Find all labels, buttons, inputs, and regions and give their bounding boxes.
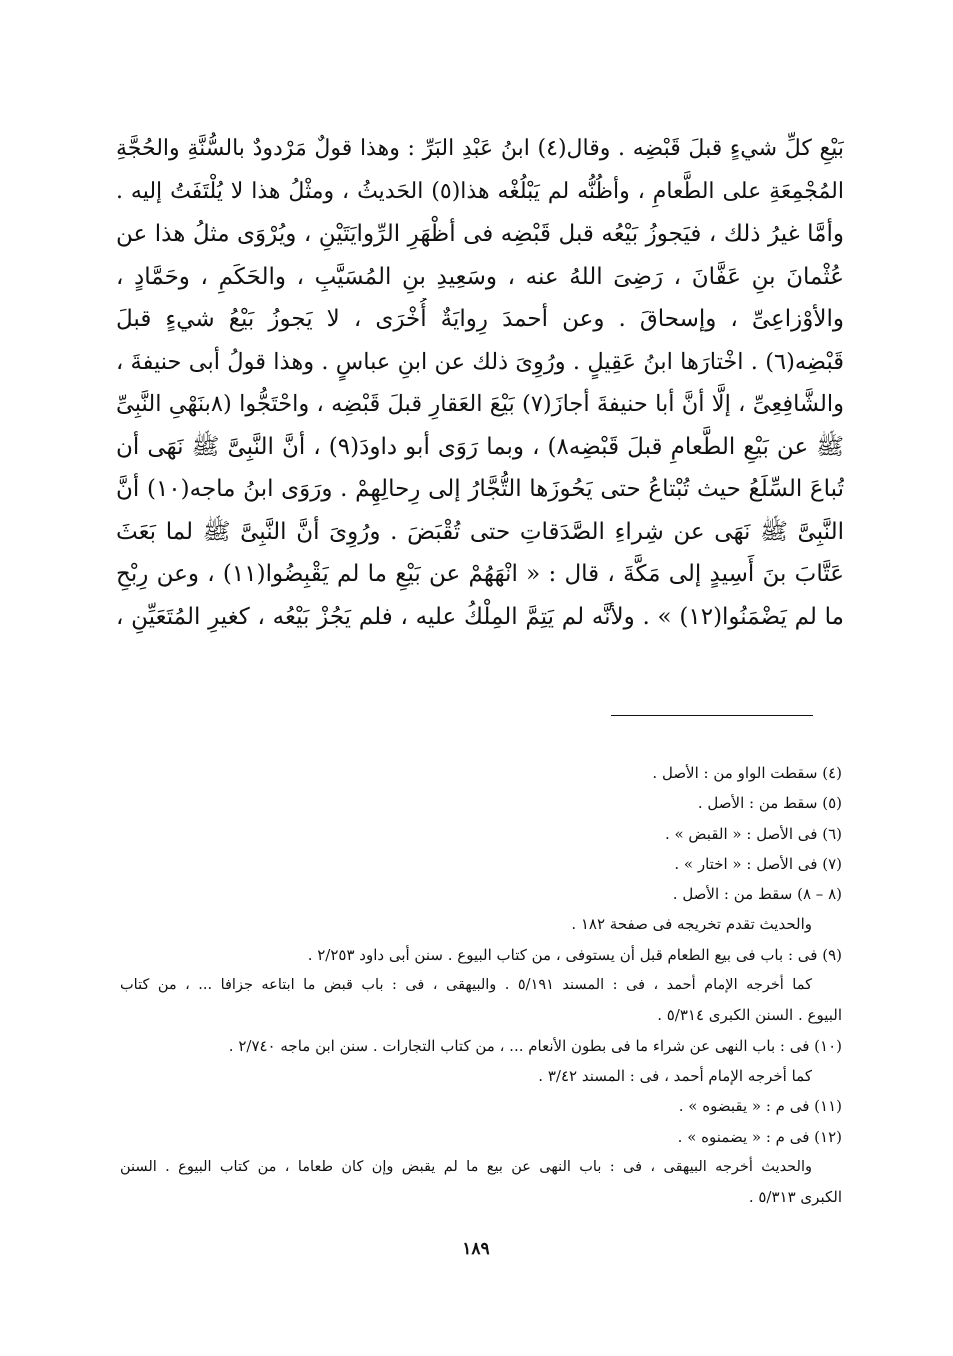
footnote-separator <box>611 715 813 716</box>
footnote-line: (٦) فى الأصل : « القبض » . <box>664 824 842 843</box>
main-text-block <box>116 128 844 638</box>
footnote-line: (٨ – ٨) سقط من : الأصل . <box>672 885 842 904</box>
main-text-line: عُثْمانَ بنِ عَفَّانَ ، رَضِىَ اللهُ عنه ، وسَعِيدِ بنِ المُسَيَّبِ ، والحَكَمِ ، وحَمَّادٍ ، <box>116 263 844 290</box>
main-text-line: المُجْمِعَةِ على الطَّعامِ ، وأظُنُّه لم يَبْلُغْه هذا(٥) الحَديثُ ، ومثْلُ هذا لا يُلْتَفَتُ إليه . <box>116 178 844 204</box>
footnote-line: كما أخرجه الإمام أحمد ، فى : المسند ٣/٤٢ . <box>538 1066 812 1085</box>
main-text-line: النَّبِىَّ ﷺ نَهَى عن شِراءِ الصَّدَقاتِ حتى تُقْبَضَ . ورُوِىَ أنَّ النَّبِىَّ ﷺ لما بَعَثَ <box>116 518 844 545</box>
main-text-line: ما لم يَضْمَنُوا(١٢) » . ولأنَّه لم يَتِمَّ المِلْكُ عليه ، فلم يَجُزْ بَيْعُه ، كغيرِ المُتَعَيِّنِ ، <box>116 603 844 630</box>
footnote-line: (٥) سقط من : الأصل . <box>697 794 842 813</box>
main-text-line: والشَّافِعِىِّ ، إلَّا أنَّ أبا حنيفةَ أجازَ(٧) بَيْعَ العَقارِ قبلَ قَبْضِه ، واحْتَجُّوا (٨بنَهْىِ النَّبِىِّ <box>116 391 844 417</box>
footnote-line: كما أخرجه الإمام أحمد ، فى : المسند ٥/١٩١ . والبيهقى ، فى : باب قبض ما ابتاعه جزافا ... ، من كتاب <box>120 977 813 994</box>
main-text-line: ﷺ عن بَيْعِ الطَّعامِ قبلَ قَبْضِه٨) ، وبما رَوَى أبو داودَ(٩) ، أنَّ النَّبِىَّ ﷺ نَهَى أن <box>116 433 844 460</box>
main-text-line: وأمَّا غيرُ ذلك ، فيَجوزُ بَيْعُه قبل قَبْضِه فى أظْهَرِ الرِّوايَتَيْنِ ، ويُرْوَى مثلُ هذا عن <box>116 221 844 247</box>
page-number: ١٨٩ <box>462 1239 490 1259</box>
footnote-line: (١١) فى م : « يقبضوه » . <box>678 1097 842 1116</box>
footnote-line: والحديث أخرجه البيهقى ، فى : باب النهى عن بيع ما لم يقبض وإن كان طعاما ، من كتاب البيوع . السنن <box>120 1158 812 1175</box>
footnotes-block <box>120 758 842 1212</box>
main-text-line: تُباعَ السِّلَعُ حيث تُبْتاعُ حتى يَحُوزَها التُّجَّارُ إلى رِحالِهِمْ . ورَوَى ابنُ ماجه(١٠) أنَّ <box>116 476 844 502</box>
main-text-line: قَبْضِه(٦) . اخْتارَها ابنُ عَقِيلٍ . ورُوِىَ ذلك عن ابنِ عباسٍ . وهذا قولُ أبى حنيفةَ ، <box>116 348 844 375</box>
main-text-line: بَيْعِ كلِّ شيءٍ قبلَ قَبْضِه . وقال(٤) ابنُ عَبْدِ البَرِّ : وهذا قولٌ مَرْدودٌ بالسُّنَّةِ والحُجَّةِ <box>116 136 844 161</box>
footnote-line: (٩) فى : باب فى بيع الطعام قبل أن يستوفى ، من كتاب البيوع . سنن أبى داود ٢/٢٥٣ . <box>307 945 842 964</box>
main-text-line: والأوْزاعِىِّ ، وإسحاقَ . وعن أحمدَ رِوايَةٌ أُخْرَى ، لا يَجوزُ بَيْعُ شيءٍ قبلَ <box>116 306 844 332</box>
footnote-line: (٧) فى الأصل : « اختار » . <box>674 854 842 873</box>
footnote-line: الكبرى ٥/٣١٣ . <box>748 1188 842 1207</box>
footnote-line: (١٢) فى م : « يضمنوه » . <box>677 1127 842 1146</box>
footnote-line: البيوع . السنن الكبرى ٥/٣١٤ . <box>657 1006 842 1025</box>
footnote-line: والحديث تقدم تخريجه فى صفحة ١٨٢ . <box>571 915 812 934</box>
footnote-line: (١٠) فى : باب النهى عن شراء ما فى بطون الأنعام ... ، من كتاب التجارات . سنن ابن ماجه ٢/٧٤٠ . <box>228 1036 842 1055</box>
footnote-line: (٤) سقطت الواو من : الأصل . <box>652 764 842 782</box>
main-text-line: عَتَّابَ بنَ أَسِيدٍ إلى مَكَّةَ ، قال : « انْهَهُمْ عن بَيْعِ ما لم يَقْبِضُوا(١١) ، وعن رِبْحِ <box>116 561 844 587</box>
